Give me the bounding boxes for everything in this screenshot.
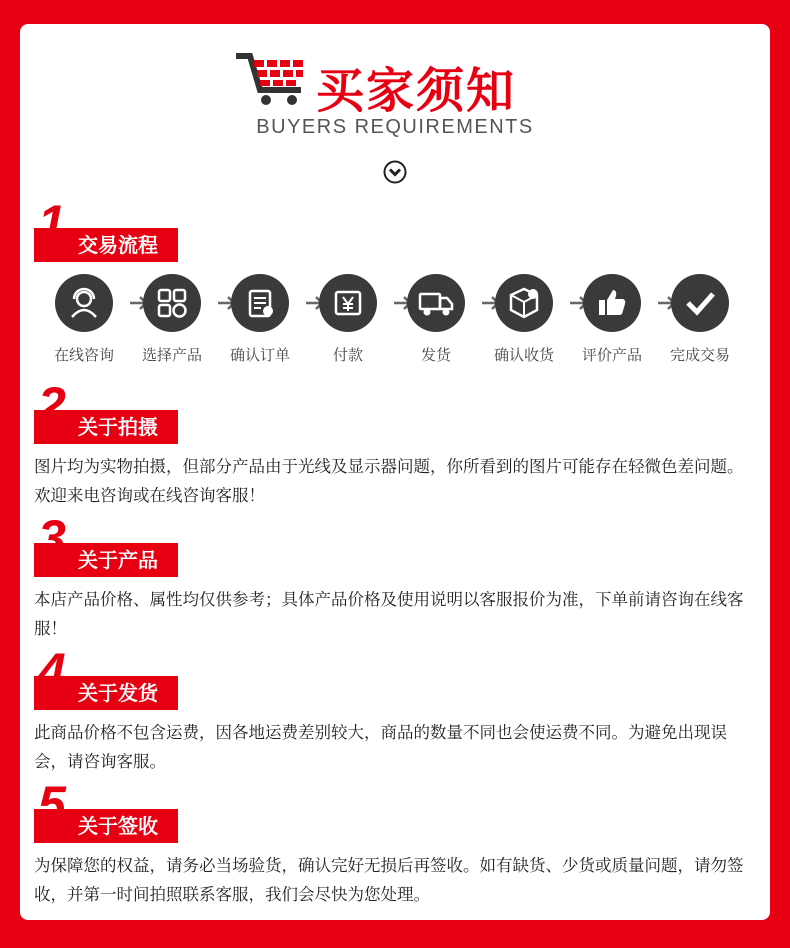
flow-step-label: 付款 xyxy=(332,346,363,364)
section-title: 关于签收 xyxy=(78,814,158,838)
section-text: 本店产品价格、属性均仅供参考；具体产品价格及使用说明以客服报价为准，下单前请咨询在线客服！ xyxy=(34,590,744,638)
section-title: 交易流程 xyxy=(78,233,158,257)
notice-card xyxy=(20,24,770,920)
section-heading xyxy=(34,195,759,258)
section-number: 4 xyxy=(38,643,66,699)
trade-process-flow xyxy=(44,274,744,364)
checkmark-icon xyxy=(671,274,729,332)
section-title: 关于拍摄 xyxy=(78,415,158,439)
clipboard-check-icon xyxy=(231,274,289,332)
delivery-truck-icon xyxy=(407,274,465,332)
section-heading xyxy=(34,643,759,706)
flow-step-confirm-receipt xyxy=(484,274,564,365)
flow-step-select-product xyxy=(132,274,212,365)
shopping-cart-icon xyxy=(236,50,306,108)
section-text: 为保障您的权益，请务必当场验货，确认完好无损后再签收。如有缺货、少货或质量问题，请勿签收，并第一时间拍照联系客服，我们会尽快为您处理。 xyxy=(34,856,744,904)
section-product xyxy=(34,510,759,643)
package-check-icon xyxy=(495,274,553,332)
section-receipt xyxy=(34,776,759,909)
flow-step-confirm-order xyxy=(220,274,300,365)
flow-step-review-product xyxy=(572,274,652,365)
flow-step-label: 发货 xyxy=(420,346,451,364)
flow-step-consult xyxy=(44,274,124,365)
section-heading xyxy=(34,377,759,440)
section-number: 1 xyxy=(38,195,66,251)
chevron-down-circle-icon xyxy=(383,160,407,184)
flow-step-label: 在线咨询 xyxy=(53,346,114,364)
section-title: 关于发货 xyxy=(78,681,158,705)
section-number: 2 xyxy=(38,377,66,433)
flow-step-complete xyxy=(660,274,740,365)
flow-step-payment xyxy=(308,274,388,365)
flow-step-shipping xyxy=(396,274,476,365)
section-text: 图片均为实物拍摄，但部分产品由于光线及显示器问题，你所看到的图片可能存在轻微色差问题。欢迎来电咨询或在线咨询客服！ xyxy=(34,457,744,505)
section-heading xyxy=(34,776,759,839)
flow-step-label: 评价产品 xyxy=(581,346,642,364)
section-number: 3 xyxy=(38,510,66,566)
grid-select-icon xyxy=(143,274,201,332)
flow-step-label: 确认订单 xyxy=(229,346,290,364)
flow-step-label: 完成交易 xyxy=(669,346,730,364)
section-number: 5 xyxy=(38,776,66,832)
section-text: 此商品价格不包含运费，因各地运费差别较大，商品的数量不同也会使运费不同。为避免出现误会，请咨询客服。 xyxy=(34,723,727,771)
page-title: 买家须知 xyxy=(316,63,517,119)
section-title: 关于产品 xyxy=(78,548,158,572)
section-trade-process xyxy=(34,195,759,258)
page-subtitle: BUYERS REQUIREMENTS xyxy=(256,116,534,138)
yen-payment-icon xyxy=(319,274,377,332)
flow-step-label: 选择产品 xyxy=(141,346,202,364)
customer-service-icon xyxy=(55,274,113,332)
section-heading xyxy=(34,510,759,573)
section-shipping xyxy=(34,643,759,776)
section-photography xyxy=(34,377,759,510)
flow-step-label: 确认收货 xyxy=(493,346,554,364)
header xyxy=(20,24,770,214)
thumbs-up-icon xyxy=(583,274,641,332)
